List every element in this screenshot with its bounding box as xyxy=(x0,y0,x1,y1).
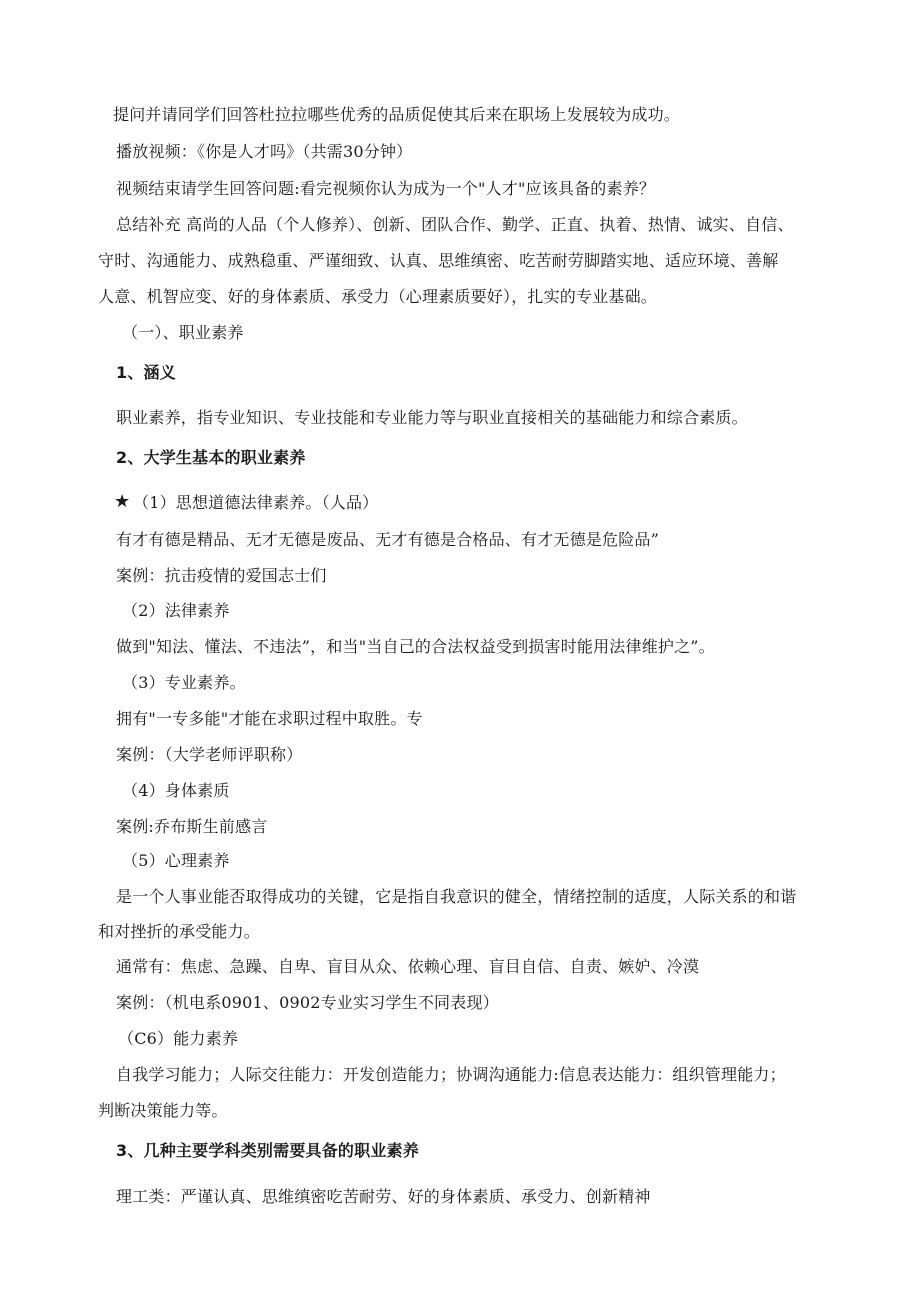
paragraph-summary-line2: 守时、沟通能力、成熟稳重、严谨细致、认真、思维缜密、吃苦耐劳脚踏实地、适应环境、善解 xyxy=(98,251,779,270)
case-epidemic: 案例：抗击疫情的爱国志士们 xyxy=(116,566,327,585)
paragraph-common-issues: 通常有：焦虑、急躁、自卑、盲目从众、依赖心理、盲目自信、自责、嫉妒、冷漠 xyxy=(116,957,700,976)
item-physical: （4）身体素质 xyxy=(122,781,230,800)
paragraph-psychological-line2: 和对挫折的承受能力。 xyxy=(98,922,261,941)
heading-basic-qualities: 2、大学生基本的职业素养 xyxy=(116,448,306,467)
paragraph-talent-virtue: 有才有德是精品、无才无德是废品、无才有德是合格品、有才无德是危险品” xyxy=(116,530,659,549)
item-ability: （C6）能力素养 xyxy=(118,1029,239,1048)
paragraph-summary-line3: 人意、机智应变、好的身体素质、承受力（心理素质要好），扎实的专业基础。 xyxy=(98,287,658,306)
paragraph-engineering: 理工类：严谨认真、思维缜密吃苦耐劳、好的身体素质、承受力、创新精神 xyxy=(116,1187,651,1206)
paragraph-video-question: 视频结束请学生回答问题:看完视频你认为成为一个"人才"应该具备的素养？ xyxy=(116,179,656,198)
section-heading-1: （一）、职业素养 xyxy=(122,323,244,342)
item-moral-legal: （1）思想道德法律素养。（人品） xyxy=(133,493,379,512)
paragraph-ability-line2: 判断决策能力等。 xyxy=(98,1101,228,1120)
heading-discipline-qualities: 3、几种主要学科类别需要具备的职业素养 xyxy=(116,1141,419,1160)
paragraph-video: 播放视频：《你是人才吗》（共需30分钟） xyxy=(116,142,413,161)
star-icon: ★ xyxy=(114,491,131,512)
paragraph-summary-line1: 总结补充 高尚的人品（个人修养）、创新、团队合作、勤学、正直、执着、热情、诚实、自信、 xyxy=(116,215,794,234)
item-legal: （2）法律素养 xyxy=(122,601,230,620)
paragraph-legal: 做到"知法、懂法、不违法”，和当"当自己的合法权益受到损害时能用法律维护之”。 xyxy=(116,637,715,656)
paragraph-psychological-line1: 是一个人事业能否取得成功的关键，它是指自我意识的健全，情绪控制的适度，人际关系的和谐 xyxy=(116,887,797,906)
item-professional: （3）专业素养。 xyxy=(122,673,246,692)
item-psychological: （5）心理素养 xyxy=(122,851,230,870)
paragraph-ability-line1: 自我学习能力；人际交往能力：开发创造能力；协调沟通能力:信息表达能力：组织管理能力； xyxy=(116,1065,786,1084)
paragraph-definition: 职业素养，指专业知识、专业技能和专业能力等与职业直接相关的基础能力和综合素质。 xyxy=(116,408,748,427)
paragraph-question: 提问并请同学们回答杜拉拉哪些优秀的品质促使其后来在职场上发展较为成功。 xyxy=(113,105,681,124)
paragraph-professional: 拥有"一专多能"才能在求职过程中取胜。专 xyxy=(116,709,423,728)
case-interns: 案例：（机电系0901、0902专业实习学生不同表现） xyxy=(116,993,499,1012)
case-jobs: 案例:乔布斯生前感言 xyxy=(116,817,268,836)
case-teacher: 案例：（大学老师评职称） xyxy=(116,745,303,764)
heading-meaning: 1、涵义 xyxy=(116,363,176,382)
